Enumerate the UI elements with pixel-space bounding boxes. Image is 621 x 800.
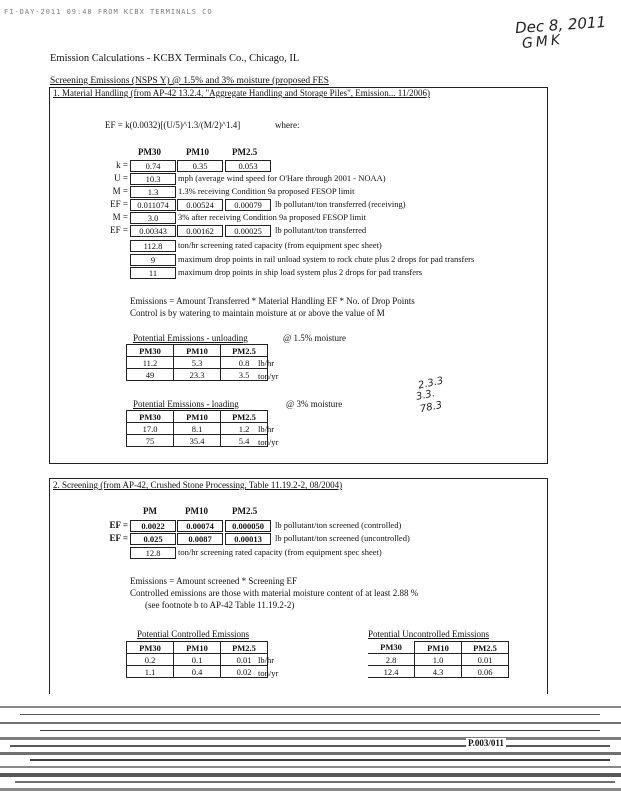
row-value-cell: 0.00343 [130, 225, 176, 237]
row-value-cell: 1.3 [130, 186, 176, 198]
uncontrolled-cell: 1.0 [415, 654, 462, 666]
loading-cell: 1.2 [221, 423, 268, 435]
unloading-col: PM30 [127, 345, 174, 357]
row-description: ton/hr screening rated capacity (from equipment spec sheet) [178, 547, 382, 557]
handwritten-note-1: 2.3.3 [417, 375, 445, 392]
unloading-cell: 5.3 [174, 357, 221, 369]
controlled-cell: 1.1 [127, 666, 174, 678]
row-value-cell: 0.00524 [177, 199, 223, 211]
loading-title: Potential Emissions - loading [133, 399, 239, 409]
row-value-cell: 0.00025 [225, 225, 271, 237]
row-label: M = [112, 212, 128, 222]
row-value-cell: 0.0087 [177, 533, 223, 545]
part1-note-control: Control is by watering to maintain moisture at or above the value of M [130, 308, 385, 318]
row-value-cell: 0.011074 [130, 199, 176, 211]
controlled-cell: 0.2 [127, 654, 174, 666]
row-description: 1.3% receiving Condition 9a proposed FESOP limit [178, 186, 355, 196]
row-label: U = [114, 173, 128, 183]
unloading-cell: 11.2 [127, 357, 174, 369]
handwritten-initials: GMK [521, 31, 564, 53]
row-value-cell: 0.000050 [225, 520, 271, 532]
uncontrolled-col: PM2.5 [462, 642, 509, 654]
part2-note-footnote: (see footnote b to AP-42 Table 11.19.2-2) [145, 600, 295, 610]
row-value-cell: 112.8 [130, 240, 176, 252]
loading-table [126, 410, 268, 447]
fax-header-text: FI-DAY-2011 09:48 FROM KCBX TERMINALS CO [4, 8, 213, 16]
uncontrolled-col: PM30 [380, 642, 402, 653]
part1-col-pm10: PM10 [186, 147, 209, 157]
part2-note-emissions: Emissions = Amount screened * Screening EF [130, 576, 298, 586]
part2-col-pm10: PM10 [185, 506, 208, 516]
row-value-cell: 0.00079 [225, 199, 271, 211]
uncontrolled-cell: 0.06 [462, 666, 509, 678]
controlled-col: PM30 [127, 642, 174, 654]
controlled-table [126, 641, 268, 678]
fax-footer-noise [0, 704, 621, 800]
part2-col-pm: PM [143, 506, 157, 516]
row-value-cell: 0.053 [225, 160, 271, 172]
unloading-table [126, 344, 268, 381]
controlled-unit-hr: lb/hr [258, 655, 275, 665]
loading-unit-hr: lb/hr [258, 424, 275, 434]
unloading-title: Potential Emissions - unloading [133, 333, 248, 343]
controlled-cell: 0.01 [221, 654, 268, 666]
uncontrolled-cell: 2.8 [368, 654, 415, 666]
loading-cell: 8.1 [174, 423, 221, 435]
handwritten-date: Dec 8, 2011 [514, 12, 607, 38]
controlled-col: PM2.5 [221, 642, 268, 654]
uncontrolled-cell: 4.3 [415, 666, 462, 678]
controlled-cell: 0.1 [174, 654, 221, 666]
row-description: lb pollutant/ton screened (uncontrolled) [275, 533, 410, 543]
controlled-unit-yr: ton/yr [258, 668, 279, 678]
uncontrolled-col: PM10 [415, 642, 462, 654]
part1-equation: EF = k(0.0032)[(U/5)^1.3/(M/2)^1.4] [105, 120, 241, 130]
row-description: lb pollutant/ton transferred (receiving) [275, 199, 406, 209]
loading-moisture: @ 3% moisture [286, 399, 343, 409]
uncontrolled-title: Potential Uncontrolled Emissions [368, 629, 489, 639]
row-value-cell: 10.3 [130, 173, 176, 185]
document-title: Emission Calculations - KCBX Terminals Co., Chicago, IL [50, 53, 300, 64]
row-value-cell: 0.00013 [225, 533, 271, 545]
row-description: 3% after receiving Condition 9a proposed FESOP limit [178, 212, 366, 222]
unloading-moisture: @ 1.5% moisture [283, 333, 347, 343]
loading-col: PM10 [174, 411, 221, 423]
row-description: maximum drop points in ship load system plus 2 drops for pad transfers [178, 267, 423, 277]
part1-note-emissions: Emissions = Amount Transferred * Material Handling EF * No. of Drop Points [130, 296, 415, 306]
handwritten-note-2: 3.3. [415, 388, 437, 403]
row-label: EF = [110, 199, 128, 209]
unloading-cell: 0.8 [221, 357, 268, 369]
part1-where: where: [275, 120, 300, 130]
loading-unit-yr: ton/yr [258, 437, 279, 447]
uncontrolled-cell: 0.01 [462, 654, 509, 666]
row-value-cell: 0.00162 [177, 225, 223, 237]
unloading-unit-hr: lb/hr [258, 358, 275, 368]
row-value-cell: 0.0022 [130, 520, 176, 532]
row-value-cell: 3.0 [130, 212, 176, 224]
part1-col-pm30: PM30 [138, 147, 161, 157]
row-description: lb pollutant/ton screened (controlled) [275, 520, 402, 530]
section-title: Screening Emissions (NSPS Y) @ 1.5% and 3% moisture (proposed FES [50, 76, 329, 86]
unloading-cell: 3.5 [221, 369, 268, 381]
unloading-cell: 23.3 [174, 369, 221, 381]
uncontrolled-table [368, 641, 509, 678]
row-value-cell: 9 [130, 254, 176, 266]
row-label: k = [116, 160, 128, 170]
row-value-cell: 0.74 [130, 160, 176, 172]
loading-cell: 75 [127, 435, 174, 447]
row-description: ton/hr screening rated capacity (from equipment spec sheet) [178, 240, 382, 250]
controlled-cell: 0.4 [174, 666, 221, 678]
row-description: mph (average wind speed for O'Hare through 2001 - NOAA) [178, 173, 386, 183]
row-label: EF = [109, 520, 128, 530]
loading-cell: 17.0 [127, 423, 174, 435]
loading-cell: 35.4 [174, 435, 221, 447]
unloading-col: PM10 [174, 345, 221, 357]
row-label: EF = [109, 533, 128, 543]
row-label: EF = [110, 225, 128, 235]
controlled-col: PM10 [174, 642, 221, 654]
row-value-cell: 12.8 [130, 547, 176, 559]
uncontrolled-cell: 12.4 [368, 666, 415, 678]
row-value-cell: 0.025 [130, 533, 176, 545]
row-value-cell: 0.35 [177, 160, 223, 172]
row-value-cell: 11 [130, 267, 176, 279]
page-number: P.003/011 [468, 738, 504, 748]
loading-col: PM2.5 [221, 411, 268, 423]
part1-col-pm25: PM2.5 [232, 147, 258, 157]
part1-heading: 1. Material Handling (from AP-42 13.2.4, "Aggregate Handling and Storage Piles", Emission... 11/2006) [53, 88, 430, 98]
unloading-unit-yr: ton/yr [258, 371, 279, 381]
loading-col: PM30 [127, 411, 174, 423]
part2-col-pm25: PM2.5 [232, 506, 258, 516]
row-label: M = [112, 186, 128, 196]
unloading-cell: 49 [127, 369, 174, 381]
row-description: maximum drop points in rail unload system to rock chute plus 2 drops for pad transfers [178, 254, 475, 264]
handwritten-note-3: 78.3 [419, 399, 444, 416]
unloading-col: PM2.5 [221, 345, 268, 357]
part2-note-controlled: Controlled emissions are those with material moisture content of at least 2.88 % [130, 588, 419, 598]
part2-heading: 2. Screening (from AP-42, Crushed Stone Processing, Table 11.19.2-2, 08/2004) [53, 480, 343, 490]
row-description: lb pollutant/ton transferred [275, 225, 367, 235]
controlled-cell: 0.02 [221, 666, 268, 678]
row-value-cell: 0.00074 [177, 520, 223, 532]
loading-cell: 5.4 [221, 435, 268, 447]
controlled-title: Potential Controlled Emissions [137, 629, 249, 639]
